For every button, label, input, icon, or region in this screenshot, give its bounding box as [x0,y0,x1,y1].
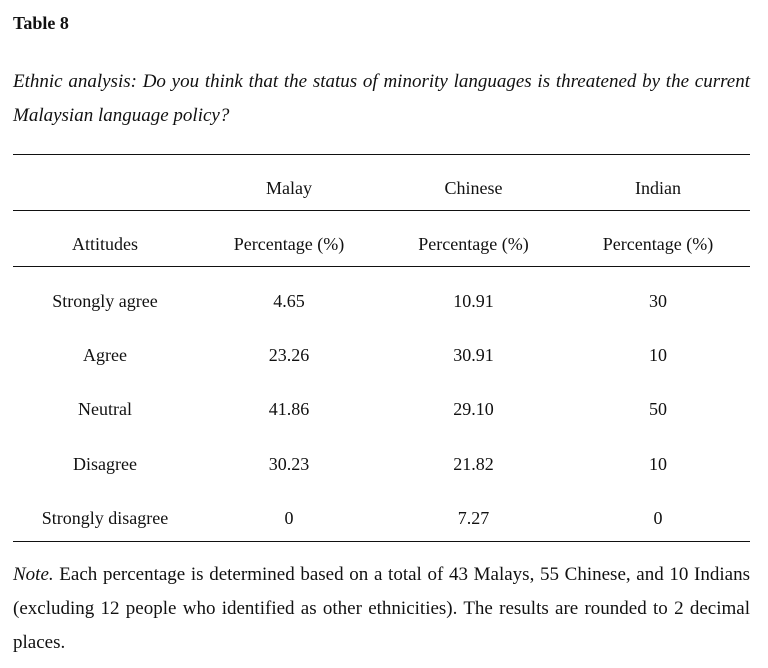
malay-value-cell: 30.23 [268,454,310,474]
chinese-value-cell: 30.91 [453,345,494,365]
group-header-empty [13,176,197,200]
attitude-cell: Strongly disagree [41,508,169,528]
attitude-cell: Neutral [78,399,132,419]
column-header-attitudes: Attitudes [72,234,138,254]
table-row [13,343,750,367]
group-header-chinese: Chinese [444,178,503,198]
chinese-value-cell: 10.91 [453,291,494,311]
column-header-rule [13,266,750,267]
note-label: Note. [13,564,54,585]
chinese-value-cell: 21.82 [453,454,494,474]
chinese-value-cell: 29.10 [453,399,494,419]
table-row [13,452,750,476]
attitude-cell: Disagree [73,454,137,474]
column-header-malay-percentage: Percentage (%) [233,234,345,254]
table-row [13,289,750,313]
attitude-cell: Agree [83,345,127,365]
malay-value-cell: 0 [284,508,294,528]
group-header-indian: Indian [635,178,681,198]
indian-value-cell: 30 [649,291,667,311]
table-label: Table 8 [13,13,69,33]
malay-value-cell: 41.86 [268,399,310,419]
attitude-cell: Strongly agree [52,291,158,311]
indian-value-cell: 0 [653,508,663,528]
indian-value-cell: 10 [649,454,667,474]
group-header-row [13,176,750,200]
table-bottom-rule [13,541,750,542]
column-header-indian-percentage: Percentage (%) [602,234,714,254]
indian-value-cell: 50 [649,399,667,419]
column-header-chinese-percentage: Percentage (%) [418,234,529,254]
table-row [13,397,750,421]
table-row [13,506,750,530]
table-caption: Ethnic analysis: Do you think that the status of minority languages is threatened by the current Malaysian language policy? [13,71,750,126]
indian-value-cell: 10 [649,345,667,365]
group-header-malay: Malay [266,178,312,198]
chinese-value-cell: 7.27 [457,508,490,528]
note-text: Each percentage is determined based on a total of 43 Malays, 55 Chinese, and 10 Indians (excluding 12 people who identified as other ethnicities). The results are rounded to 2 decimal places. [13,564,750,653]
table-note [13,558,750,660]
column-header-row [13,232,750,256]
table-top-rule [13,154,750,155]
malay-value-cell: 23.26 [268,345,310,365]
group-header-rule [13,210,750,211]
malay-value-cell: 4.65 [273,291,305,311]
